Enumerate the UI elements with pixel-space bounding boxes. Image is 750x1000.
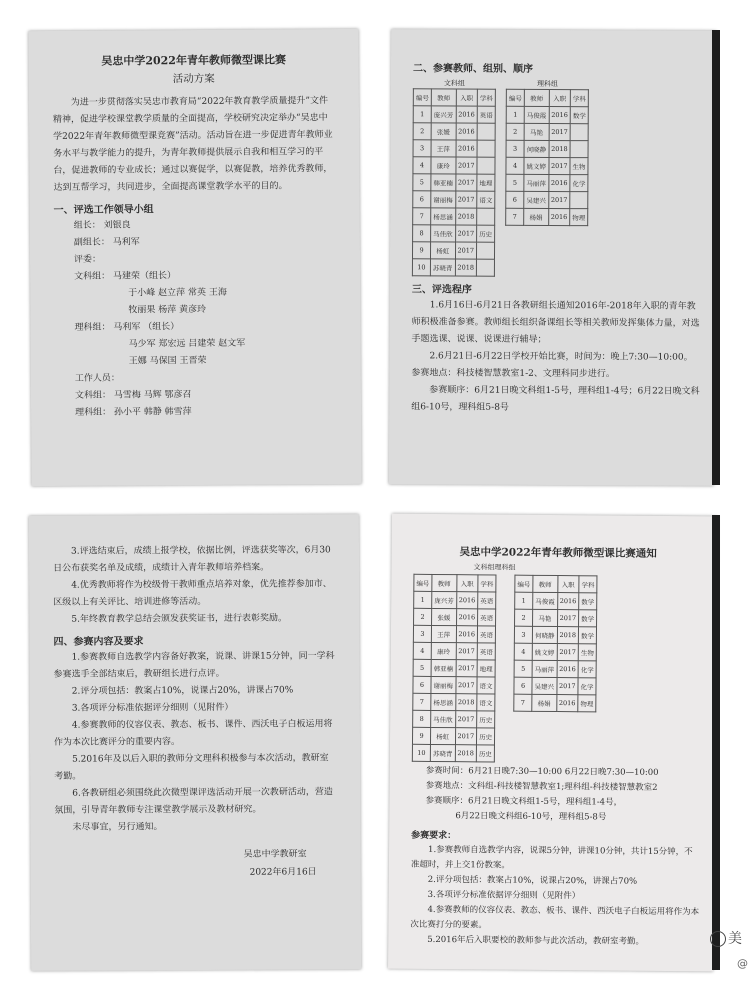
section-1-heading: 一、评选工作领导小组 — [53, 204, 154, 216]
science-table-row — [506, 208, 588, 225]
science-table-cell: 马艳 — [524, 123, 549, 140]
notice-arts-table-cell: 10 — [412, 744, 430, 761]
science-table-cell — [570, 192, 588, 209]
arts-table-cell — [477, 123, 495, 140]
notice-science-table-cell: 7 — [514, 694, 532, 711]
notice-science-table-row — [514, 626, 596, 644]
notice-science-table-cell: 数学 — [579, 593, 597, 610]
page-4-title: 吴忠中学2022年青年教师微型课比赛通知 — [459, 546, 657, 560]
notice-arts-table-cell: 2018 — [455, 745, 477, 762]
page-4-groups-label: 文科组理科组 — [473, 563, 516, 572]
arts-table-row — [413, 191, 495, 208]
notice-science-table-cell: 化学 — [578, 678, 596, 695]
notice-science-table-row — [514, 643, 596, 661]
science-table-header-cell: 教师 — [524, 89, 549, 106]
science-table-cell: 1 — [506, 106, 524, 123]
notice-science-table-cell: 3 — [514, 626, 532, 643]
science-teacher-table — [505, 89, 589, 226]
notice-location: 参赛地点：文科组-科技楼智慧教室1;理科组-科技楼智慧教室2 — [425, 780, 658, 793]
notice-science-table-cell: 5 — [514, 660, 532, 677]
requirement-2: 2.评分项包括：教案占10%，说课占20%，讲课占70% — [71, 685, 294, 697]
page-1-scan — [28, 29, 361, 486]
arts-table-cell — [477, 242, 495, 259]
arts-table-cell: 谢丽梅 — [431, 191, 456, 208]
page-1-title: 吴忠中学2022年青年教师微型课比赛 — [101, 53, 286, 68]
notice-arts-table-cell: 英语 — [477, 626, 495, 643]
notice-arts-table-cell: 张媛 — [432, 608, 457, 625]
procedure-order: 参赛顺序：6月21日晚文科组1-5号，理科组1-4号；6月22日晚文科组6-10号，理科组5-8号 — [411, 385, 700, 413]
arts-table-cell: 杨思涵 — [431, 208, 456, 225]
science-staff-line: 理科组： 孙小平 韩静 韩雪萍 — [75, 407, 192, 418]
notice-arts-table-cell: 历史 — [477, 728, 495, 745]
arts-table-cell: 4 — [413, 157, 431, 174]
arts-table-cell: 英语 — [477, 106, 495, 123]
notice-arts-table-cell: 2017 — [455, 677, 477, 694]
arts-table-cell: 9 — [412, 242, 430, 259]
arts-judges-line: 文科组： 马建荣（组长） — [74, 271, 177, 282]
science-table-cell: 6 — [506, 191, 524, 208]
notice-arts-table-cell: 6 — [413, 676, 431, 693]
arts-table-cell: 2017 — [455, 191, 477, 208]
notice-science-table-cell: 6 — [514, 677, 532, 694]
notice-order-2: 6月22日晚文科组6-10号，理科组5-8号 — [455, 811, 607, 823]
notice-science-table-cell: 2017 — [556, 678, 578, 695]
procedure-step-1: 1.6月16日-6月21日各教研组长通知2016年-2018年入职的青年教师积极准备参赛。教师组长组织备课组长等相关教师发挥集体力量，对选手题选课、说课、说课进行辅导； — [411, 300, 700, 345]
science-table-header-cell: 学科 — [570, 90, 588, 107]
notice-req-4: 4.参赛教师的仪容仪表、教态、板书、课件、西沃电子白板运用将作为本次比赛打分的要素。 — [410, 904, 700, 931]
staff-line: 工作人员： — [74, 373, 120, 384]
notice-science-table-cell: 1 — [515, 592, 533, 609]
procedure-step-2: 2.6月21日-6月22日学校开始比赛，时间为：晚上7:30—10:00。参赛地点：科技楼智慧教室1-2、文理科同步进行。 — [411, 351, 693, 380]
notice-req-3: 3.各项评分标准依据评分细则（见附件） — [427, 889, 581, 902]
arts-table-cell: 7 — [413, 208, 431, 225]
notice-arts-table-cell: 王萍 — [431, 625, 456, 642]
notice-science-table-header-cell: 学科 — [579, 576, 597, 593]
arts-table-cell: 2017 — [455, 157, 477, 174]
notice-science-table-cell: 2 — [515, 609, 533, 626]
notice-science-table-cell: 马丽萍 — [532, 660, 557, 677]
procedure-step-3: 3.评选结束后，成绩上报学校，依据比例，评选获奖等次，6月30日公布获奖名单及成绩，成绩计入青年教师培养档案。 — [53, 545, 331, 574]
arts-table-row — [412, 259, 494, 276]
notice-arts-table-cell: 语文 — [477, 677, 495, 694]
science-table-row — [506, 140, 588, 157]
science-table-cell: 2 — [506, 123, 524, 140]
arts-table-cell: 2016 — [456, 140, 478, 157]
notice-science-table-row — [514, 677, 596, 695]
notice-arts-table-row — [412, 744, 494, 762]
notice-arts-table-cell: 英语 — [478, 609, 496, 626]
science-table-cell — [570, 124, 588, 141]
science-table-cell: 化学 — [570, 175, 588, 192]
notice-arts-table-row — [414, 591, 496, 609]
arts-table-cell: 1 — [413, 106, 431, 123]
notice-req-5: 5.2016年后入职要校的教师参与此次活动，教研室考勤。 — [427, 934, 645, 947]
notice-science-table — [513, 575, 597, 713]
notice-time: 参赛时间：6月21日晚7:30—10:00 6月22日晚7:30—10:00 — [425, 765, 659, 778]
notice-arts-table-cell: 2016 — [456, 592, 478, 609]
requirement-6: 6.各教研组必须围绕此次微型课评选活动开展一次教研活动，营造氛围，引导青年教师专注课堂教学展示及教材研究。 — [54, 787, 333, 816]
notice-science-table-cell: 化学 — [578, 661, 596, 678]
photo-dark-edge — [712, 30, 720, 485]
notice-science-table-row — [514, 660, 596, 678]
notice-arts-table — [412, 574, 497, 763]
notice-science-table-header-cell: 入职 — [557, 576, 579, 593]
arts-table-cell — [477, 140, 495, 157]
requirement-1: 1.参赛教师自选教学内容备好教案，说课、讲课15分钟，同一学科参赛选手全部结束后，教研组长进行点评。 — [53, 651, 335, 680]
arts-table-cell: 庞兴芳 — [431, 106, 456, 123]
notice-arts-table-cell: 杨思涵 — [431, 693, 456, 710]
notice-science-table-cell: 杨娟 — [532, 694, 557, 711]
science-judges-names-1: 马少军 郑宏远 吕建荣 赵文军 — [128, 338, 246, 350]
notice-science-table-header-cell: 编号 — [515, 575, 533, 592]
science-table-row — [506, 123, 588, 140]
science-table-cell: 2017 — [549, 123, 571, 140]
arts-group-label: 文科组 — [443, 79, 465, 88]
arts-table-cell: 6 — [413, 191, 431, 208]
arts-table-header-cell: 教师 — [431, 89, 456, 106]
notice-arts-table-cell: 2016 — [456, 626, 478, 643]
judges-line: 评委： — [73, 254, 102, 265]
science-table-cell: 吴建兴 — [524, 191, 549, 208]
notice-arts-table-cell: 语文 — [477, 694, 495, 711]
science-table-cell: 杨娟 — [524, 208, 549, 225]
arts-table-cell: 语文 — [477, 191, 495, 208]
science-table-cell: 2018 — [549, 140, 571, 157]
science-table-row — [506, 157, 588, 174]
arts-table-cell: 2 — [413, 123, 431, 140]
notice-arts-table-cell: 1 — [414, 591, 432, 608]
science-table-row — [506, 191, 588, 208]
arts-table-cell: 2017 — [455, 174, 477, 191]
science-judges-names-2: 王娜 马保国 王晋荣 — [128, 355, 207, 367]
arts-table-cell: 5 — [413, 174, 431, 191]
arts-table-cell: 8 — [413, 225, 431, 242]
closing-note: 未尽事宜，另行通知。 — [72, 822, 163, 833]
notice-science-table-cell: 4 — [514, 643, 532, 660]
arts-table-cell: 10 — [412, 259, 430, 276]
arts-table-cell: 王萍 — [431, 140, 456, 157]
notice-science-table-cell: 2017 — [557, 644, 579, 661]
arts-table-header-cell: 入职 — [456, 89, 478, 106]
page-2-scan — [389, 29, 716, 486]
leader-line: 组长： 刘银良 — [73, 220, 131, 231]
arts-table-cell: 苏晓青 — [430, 259, 455, 276]
notice-science-table-cell: 数学 — [579, 610, 597, 627]
notice-science-table-cell: 姚文婷 — [532, 643, 557, 660]
arts-table-row — [413, 140, 495, 157]
science-judges-line: 理科组： 马利军 （组长） — [74, 322, 180, 333]
arts-table-cell — [476, 259, 494, 276]
science-table-header-cell: 入职 — [549, 89, 571, 106]
notice-science-table-cell: 2016 — [557, 593, 579, 610]
arts-table-row — [413, 123, 495, 140]
notice-arts-table-row — [412, 727, 494, 745]
procedure-step-5: 5.年终教育教学总结会颁发获奖证书，进行表彰奖励。 — [71, 613, 287, 625]
science-table-row — [506, 174, 588, 191]
notice-arts-table-row — [413, 642, 495, 660]
watermark-handle: @ — [737, 957, 748, 970]
science-table-cell: 马俊霞 — [524, 106, 549, 123]
notice-science-table-cell: 2018 — [557, 627, 579, 644]
notice-arts-table-cell: 苏晓青 — [430, 744, 455, 761]
deputy-leader-line: 副组长： 马利军 — [73, 237, 140, 248]
notice-arts-table-row — [413, 659, 495, 677]
watermark-logo: 美 — [710, 928, 742, 948]
notice-order-1: 参赛顺序：6月21日晚文科组1-5号，理科组1-4号， — [425, 795, 623, 808]
notice-arts-table-cell: 韩亚楠 — [431, 659, 456, 676]
notice-arts-table-cell: 7 — [413, 693, 431, 710]
science-table-cell: 2017 — [548, 157, 570, 174]
notice-arts-table-cell: 2017 — [456, 643, 478, 660]
procedure-step-4: 4.优秀教师将作为校级骨干教师重点培养对象，优先推荐参加市、区级以上有关评比、培训进修等活动。 — [53, 579, 332, 608]
notice-arts-table-row — [413, 693, 495, 711]
notice-arts-table-cell: 9 — [412, 727, 430, 744]
requirement-4: 4.参赛教师的仪容仪表、教态、板书、课件、西沃电子白板运用将作为本次比赛评分的重要内容。 — [53, 719, 333, 748]
section-4-heading: 四、参赛内容及要求 — [53, 636, 144, 648]
notice-arts-table-cell: 2017 — [455, 728, 477, 745]
arts-table-cell: 张媛 — [431, 123, 456, 140]
arts-table-cell: 2018 — [455, 259, 477, 276]
notice-arts-table-cell: 庞兴芳 — [432, 591, 457, 608]
notice-arts-table-cell: 2 — [414, 608, 432, 625]
science-table-header-cell: 编号 — [506, 89, 524, 106]
section-3-heading: 三、评选程序 — [411, 284, 472, 296]
photo-dark-edge-2 — [712, 515, 720, 970]
science-table-cell: 2016 — [548, 208, 570, 225]
notice-science-table-cell: 2016 — [556, 695, 578, 712]
notice-science-table-cell: 何晓静 — [532, 626, 557, 643]
arts-table-row — [413, 225, 495, 242]
science-table-cell: 5 — [506, 174, 524, 191]
science-group-label: 理科组 — [536, 79, 558, 89]
notice-arts-table-header-cell: 教师 — [432, 574, 457, 591]
notice-req-title: 参赛要求： — [411, 830, 457, 842]
arts-table-row — [413, 106, 495, 123]
science-table-cell: 姚文婷 — [524, 157, 549, 174]
notice-arts-table-header-cell: 学科 — [478, 575, 496, 592]
page-3-scan — [29, 514, 361, 971]
notice-arts-table-cell: 谢丽梅 — [431, 676, 456, 693]
science-table-cell: 2017 — [548, 191, 570, 208]
science-table-cell: 4 — [506, 157, 524, 174]
arts-judges-names-2: 牧丽果 杨萍 黄彦玲 — [128, 304, 207, 316]
science-table-cell: 物理 — [570, 209, 588, 226]
notice-science-table-cell: 物理 — [578, 695, 596, 712]
notice-arts-table-header-cell: 编号 — [414, 574, 432, 591]
arts-table-cell: 康玲 — [431, 157, 456, 174]
notice-arts-table-cell: 2016 — [456, 609, 478, 626]
science-table-row — [506, 106, 588, 123]
arts-table-cell: 2016 — [456, 123, 478, 140]
notice-science-table-cell: 吴建兴 — [532, 677, 557, 694]
notice-arts-table-cell: 8 — [413, 710, 431, 727]
notice-arts-table-cell: 2017 — [456, 660, 478, 677]
arts-staff-line: 文科组： 马雪梅 马辉 鄂彦召 — [74, 390, 192, 401]
notice-arts-table-row — [413, 676, 495, 694]
notice-req-2: 2.评分项包括：教案占10%，说课占20%，讲课占70% — [427, 874, 638, 887]
notice-science-table-header-cell: 教师 — [533, 575, 558, 592]
notice-arts-table-row — [414, 608, 496, 626]
arts-table-cell: 2016 — [456, 106, 478, 123]
notice-req-1: 1.参赛教师自选教学内容，说课5分钟，讲课10分钟，共计15分钟，不准超时，并上交1份教案。 — [410, 844, 693, 871]
page-1-subtitle: 活动方案 — [172, 72, 215, 86]
signature-date: 2022年6月16日 — [249, 867, 317, 878]
arts-table-cell: 2017 — [455, 242, 477, 259]
notice-science-table-row — [515, 592, 597, 610]
science-table-cell: 3 — [506, 140, 524, 157]
notice-arts-table-cell: 历史 — [476, 745, 494, 762]
arts-table-cell: 2018 — [455, 208, 477, 225]
notice-arts-table-cell: 康玲 — [431, 642, 456, 659]
science-table-cell: 生物 — [570, 158, 588, 175]
arts-table-row — [413, 157, 495, 174]
science-table-cell: 马丽萍 — [524, 174, 549, 191]
science-table-cell: 何晓静 — [524, 140, 549, 157]
arts-table-cell: 杨虹 — [430, 242, 455, 259]
notice-arts-table-row — [413, 625, 495, 643]
arts-table-row — [413, 174, 495, 191]
notice-arts-table-cell: 5 — [413, 659, 431, 676]
section-2-heading: 二、参赛教师、组别、顺序 — [412, 63, 534, 75]
science-table-cell: 2016 — [549, 106, 571, 123]
arts-table-cell: 马佳欣 — [431, 225, 456, 242]
notice-arts-table-cell: 4 — [413, 642, 431, 659]
science-table-cell: 2016 — [548, 174, 570, 191]
notice-science-table-cell: 马艳 — [533, 609, 558, 626]
notice-arts-table-cell: 英语 — [478, 592, 496, 609]
notice-arts-table-cell: 英语 — [477, 643, 495, 660]
arts-table-cell — [477, 157, 495, 174]
signature-org: 吴忠中学教研室 — [243, 849, 307, 860]
notice-science-table-cell: 2017 — [557, 610, 579, 627]
notice-science-table-cell: 数学 — [578, 627, 596, 644]
notice-arts-table-cell: 历史 — [477, 711, 495, 728]
arts-table-header-cell: 编号 — [413, 89, 431, 106]
requirement-3: 3.各项评分标准依据评分细则（见附件） — [71, 702, 234, 714]
notice-science-table-cell: 生物 — [578, 644, 596, 661]
arts-judges-names-1: 于小峰 赵立萍 常英 王海 — [128, 287, 227, 299]
arts-table-cell: 3 — [413, 140, 431, 157]
notice-arts-table-cell: 2018 — [455, 694, 477, 711]
arts-table-cell: 历史 — [477, 225, 495, 242]
notice-arts-table-cell: 2017 — [455, 711, 477, 728]
notice-arts-table-header-cell: 入职 — [456, 575, 478, 592]
notice-science-table-row — [514, 694, 596, 712]
notice-science-table-cell: 2016 — [557, 661, 579, 678]
watermark-icon — [710, 931, 726, 947]
arts-teacher-table — [412, 88, 496, 276]
notice-arts-table-row — [413, 710, 495, 728]
science-table-cell: 数学 — [570, 107, 588, 124]
notice-arts-table-cell: 地理 — [477, 660, 495, 677]
notice-science-table-row — [515, 609, 597, 627]
notice-arts-table-cell: 3 — [413, 625, 431, 642]
notice-science-table-cell: 马俊霞 — [533, 592, 558, 609]
arts-table-cell — [477, 208, 495, 225]
science-table-cell — [570, 141, 588, 158]
notice-arts-table-cell: 杨虹 — [430, 727, 455, 744]
arts-table-row — [412, 242, 494, 259]
arts-table-cell: 2017 — [455, 225, 477, 242]
science-table-cell: 7 — [506, 208, 524, 225]
notice-arts-table-cell: 马佳欣 — [431, 710, 456, 727]
arts-table-row — [413, 208, 495, 225]
arts-table-cell: 地理 — [477, 174, 495, 191]
page-1-intro: 为进一步贯彻落实吴忠市教育局“2022年教育教学质量提升”文件精神，促进学校课堂教学质量的全面提高，学校研究决定举办“吴忠中学2022年青年教师微型课竞赛”活动。活动旨在进一步促进青年教师业务水平与教学能力的提升，为青年教师提供展示自我和相互学习的平台，促进教师的专业成长；通过以赛促学，以赛促教，培养优秀教师，达到互帮学习，共同进步，全面提高课堂教学水平的目的。 — [53, 96, 333, 193]
arts-table-header-cell: 学科 — [477, 89, 495, 106]
arts-table-cell: 韩亚楠 — [431, 174, 456, 191]
page-4-scan — [388, 514, 717, 972]
requirement-5: 5.2016年及以后入职的教师分文理科积极参与本次活动，教研室考勤。 — [54, 753, 329, 782]
